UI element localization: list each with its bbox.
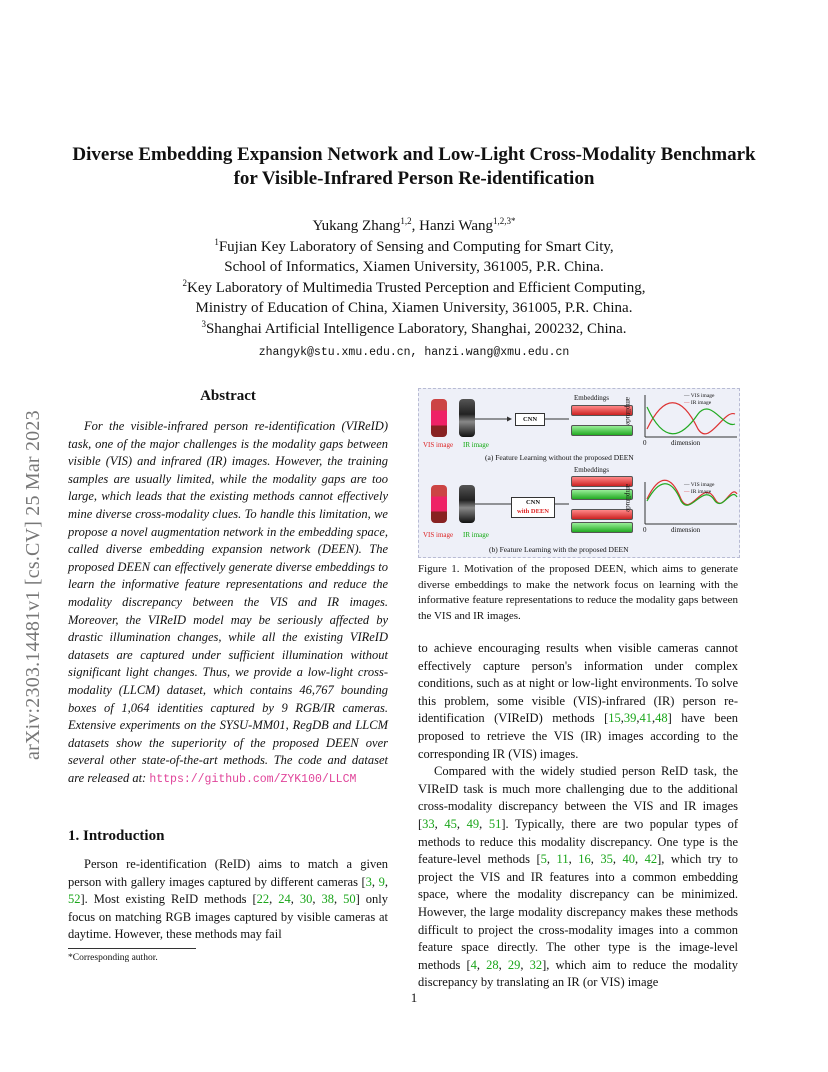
ir-person-image [459,485,475,523]
right-paragraph-2: Compared with the widely studied person ReID task, the VIReID task is much more challenging due to the additional cross-modality discrepancy between the VIS and IR images [33, 45, 49, 51]. Typically, there are two popular types of methods to reduce this modality discrepancy. One type is the feature-level methods [5, 11, 16, 35, 40, 42], which try to project the VIS and IR features into a common embedding space, where the modality discrepancy can be minimized. However, the large modality discrepancy makes these methods difficult to project the cross-modality images into a common feature space directly. The other type is the image-level methods [4, 28, 29, 32], which aim to reduce the modality discrepancy by translating an IR (or VIS) image [418,764,739,990]
citation[interactable]: 38 [321,892,335,907]
citation[interactable]: 49 [466,816,480,831]
amplitude-label: amplitude [624,397,632,425]
ir-image-label: IR image [463,441,489,449]
vis-image-label: VIS image [423,531,454,539]
citation[interactable]: 9 [378,874,385,889]
intro-paragraph: Person re-identification (ReID) aims to match a given person with gallery images captured by different cameras [3, 9, 52]. Most existing ReID methods [22, 24, 30, 38, 50] only focus on matching RGB images captured by visible cameras at daytime. However, these methods may fail [68,857,389,942]
legend-vis: — VIS image [684,482,715,488]
author-2: , Hanzi Wang [411,218,494,234]
ir-person-image [459,399,475,437]
paper-title: Diverse Embedding Expansion Network and Low-Light Cross-Modality Benchmark for Visible-Infrared Person Re-identification [72,144,756,189]
citation[interactable]: 30 [299,892,313,907]
dimension-label: dimension [671,526,701,534]
intro-text-c: ] only focus on matching RGB images captured by visible cameras at daytime. However, these methods may fail [68,892,389,942]
citation[interactable]: 51 [488,816,502,831]
abstract-heading: Abstract [200,388,256,404]
citation[interactable]: 39 [623,711,637,726]
citation[interactable]: 5 [540,852,547,867]
citation[interactable]: 4 [470,957,477,972]
citation[interactable]: 28 [486,957,499,972]
citation[interactable]: 50 [343,892,356,907]
deen-label: with DEEN [517,508,549,515]
abstract-text [68,418,388,788]
citation[interactable]: 15 [608,711,621,726]
citation[interactable]: 11 [556,852,569,867]
origin-label: 0 [643,526,647,534]
citation[interactable]: 24 [278,892,291,907]
legend-ir: — IR image [684,489,712,495]
author-block [60,216,768,364]
author-1: Yukang Zhang [312,218,401,234]
cnn-box: CNN [515,413,545,426]
intro-text-b: ]. Most existing ReID methods [ [80,892,257,907]
citation[interactable]: 33 [422,816,435,831]
arxiv-identifier: arXiv:2303.14481v1 [cs.CV] 25 Mar 2023 [22,410,44,760]
legend-ir: — IR image [684,400,712,406]
abstract-body: For the visible-infrared person re-identification (VIReID) task, one of the major challenges is the modality gaps between visible (VIS) and infrared (IR) images. However, the training samples are usually limited, while the modality gaps are too large, which leads that the existing methods cannot effectively mine diverse cross-modality clues. To handle this limitation, we propose a novel augmentation network in the embedding space, called diverse embedding expansion network (DEEN). The proposed DEEN can effectively generate diverse embeddings to learn the informative feature representations and reduce the modality discrepancy between the VIS and IR images. Moreover, the VIReID model may be seriously affected by drastic illumination changes, while all the existing VIReID datasets are captured under sufficient illumination without significant light changes. Thus, we provide a low-light cross-modality (LLCM) dataset, which contains 46,767 bounding boxes of 1,064 identities captured by 9 RGB/IR cameras. Extensive experiments on the SYSU-MM01, RegDB and LLCM datasets show the superiority of the proposed DEEN over several other state-of-the-art methods. The code and dataset are released at: [68,419,388,785]
citation[interactable]: 3 [365,874,372,889]
subcaption-a: (a) Feature Learning without the proposed DEEN [485,453,634,462]
legend-vis: — VIS image [684,393,715,399]
footnote: *Corresponding author. [68,953,158,963]
subcaption-b: (b) Feature Learning with the proposed DEEN [489,545,629,554]
aff1-mark: 1 [214,236,219,247]
author-2-affil: 1,2,3* [493,216,516,226]
citation[interactable]: 48 [655,711,668,726]
author-1-affil: 1,2 [400,216,412,226]
right-paragraph-1: to achieve encouraging results when visible cameras cannot effectively capture person's information under complex conditions, such as at night or low-light environments. To solve this problem, some visible (VIS)-infrared (IR) person re-identification (VIReID) methods [15,39,41,48] have been proposed to retrieve the VIS (IR) images according to the corresponding IR (VIS) images. [418,641,738,761]
affiliation-2b: Ministry of Education of China, Xiamen University, 361005, P.R. China. [195,300,633,316]
ir-image-label: IR image [463,531,489,539]
embedding-bar [571,522,633,533]
affiliation-3: Shanghai Artificial Intelligence Laboratory, Shanghai, 200232, China. [205,320,627,337]
citation[interactable]: 16 [578,852,591,867]
embeddings-label: Embeddings [574,394,609,402]
embeddings-label: Embeddings [574,466,609,474]
code-link[interactable]: https://github.com/ZYK100/LLCM [149,772,357,786]
citation[interactable]: 35 [600,852,613,867]
figure-1 [418,388,740,558]
email-addresses: zhangyk@stu.xmu.edu.cn, hanzi.wang@xmu.edu.cn [258,346,570,359]
citation[interactable]: 42 [644,852,658,867]
affiliation-1: Fujian Key Laboratory of Sensing and Computing for Smart City, [218,238,614,255]
page-number: 1 [410,990,418,1005]
aff2-mark: 2 [182,277,188,288]
vis-image-label: VIS image [423,441,454,449]
citation[interactable]: 45 [444,816,457,831]
cnn-label: CNN [525,499,541,506]
affiliation-2: Key Laboratory of Multimedia Trusted Perception and Efficient Computing, [187,279,646,296]
citation[interactable]: 40 [622,852,635,867]
citation[interactable]: 32 [529,957,543,972]
origin-label: 0 [643,439,647,447]
amplitude-label: amplitude [624,484,632,512]
citation[interactable]: 29 [507,957,521,972]
figure-caption: Figure 1. Motivation of the proposed DEEN, which aims to generate diverse embeddings to make the network focus on learning with the informative feature representations to reduce the modality gaps between the VIS and IR images. [418,563,738,622]
citation[interactable]: 22 [256,892,270,907]
citation[interactable]: 52 [68,892,81,907]
vis-person-image [431,399,447,437]
vis-person-image [431,485,447,523]
embedding-bar [571,425,633,436]
section-heading-introduction: 1. Introduction [68,828,165,844]
right-column-text [418,640,738,992]
cnn-deen-box [511,497,555,518]
citation[interactable]: 41 [639,711,653,726]
intro-text-a: Person re-identification (ReID) aims to match a given person with gallery images captured by different cameras [ [68,857,388,889]
dimension-label: dimension [671,439,701,447]
aff3-mark: 3 [201,318,206,329]
affiliation-1b: School of Informatics, Xiamen University, 361005, P.R. China. [224,259,604,275]
footnote-divider [68,948,196,949]
